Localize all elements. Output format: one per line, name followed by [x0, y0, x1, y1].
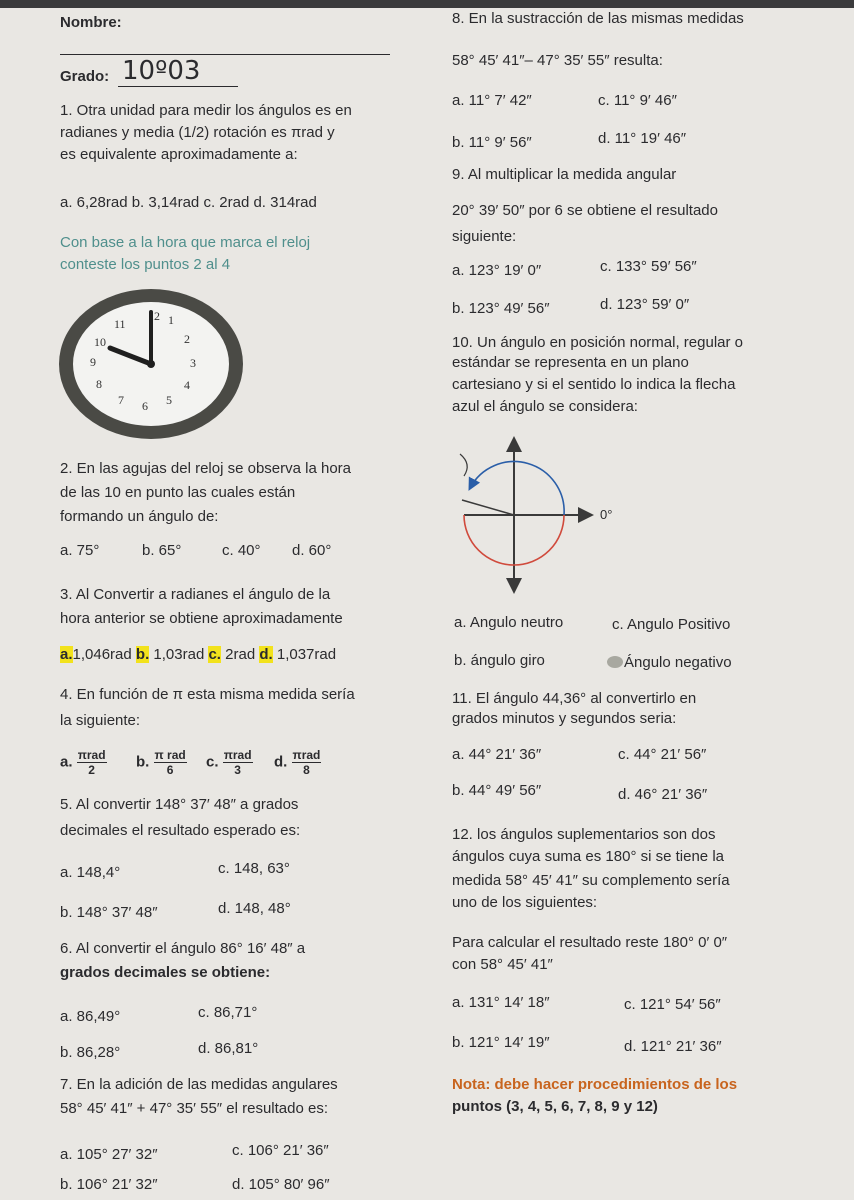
q7-option-a: a. 105° 27′ 32″	[60, 1146, 158, 1163]
q8-line-1: 8. En la sustracción de las mismas medidas	[452, 10, 744, 27]
q9-line-3: siguiente:	[452, 228, 517, 245]
q10-option-b: b. ángulo giro	[454, 652, 545, 669]
q8-option-a: a. 11° 7′ 42″	[452, 92, 532, 109]
clock-numeral: 7	[118, 393, 124, 407]
q8-option-d: d. 11° 19′ 46″	[598, 130, 687, 147]
clock-numeral: 5	[166, 393, 172, 407]
nombre-label: Nombre:	[60, 14, 122, 31]
q2-line-3: formando un ángulo de:	[60, 508, 219, 525]
q3-line-1: 3. Al Convertir a radianes el ángulo de la	[60, 586, 331, 603]
q9-option-d: d. 123° 59′ 0″	[600, 296, 690, 313]
q2-option-b: b. 65°	[142, 542, 182, 559]
q5-option-d: d. 148, 48°	[218, 900, 291, 917]
clock-numeral: 11	[114, 317, 126, 331]
q7-line-1: 7. En la adición de las medidas angulares	[60, 1076, 338, 1093]
q9-line-1: 9. Al multiplicar la medida angular	[452, 166, 677, 183]
q3-option-a: 1,046rad	[72, 646, 136, 663]
q10-option-a: a. Angulo neutro	[454, 614, 564, 631]
q5-line-1: 5. Al convertir 148° 37′ 48″ a grados	[60, 796, 299, 813]
q6-option-b: b. 86,28°	[60, 1044, 121, 1061]
q10-line-3: cartesiano y si el sentido lo indica la flecha	[452, 376, 736, 393]
q12-line-4: uno de los siguientes:	[452, 894, 598, 911]
q10-line-4: azul el ángulo se considera:	[452, 398, 638, 415]
clock-numeral: 6	[142, 399, 148, 413]
zero-degree-label: 0°	[600, 507, 613, 522]
q11-option-c: c. 44° 21′ 56″	[618, 746, 707, 763]
pen-mark	[460, 454, 467, 476]
top-edge	[0, 0, 854, 8]
q12-line-3: medida 58° 45′ 41″ su complemento sería	[452, 872, 730, 889]
q3-line-2: hora anterior se obtiene aproximadamente	[60, 610, 343, 627]
q10-option-d: Ángulo negativo	[624, 654, 732, 671]
q11-option-b: b. 44° 49′ 56″	[452, 782, 542, 799]
q3-option-a-letter: a.	[60, 646, 73, 663]
clock-numeral: 8	[96, 377, 102, 391]
q9-option-b: b. 123° 49′ 56″	[452, 300, 550, 317]
q4-line-1: 4. En función de π esta misma medida sería	[60, 686, 355, 703]
q12-option-d: d. 121° 21′ 36″	[624, 1038, 722, 1055]
terminal-side	[462, 500, 514, 515]
q6-option-a: a. 86,49°	[60, 1008, 121, 1025]
q2-line-2: de las 10 en punto las cuales están	[60, 484, 296, 501]
q2-option-a: a. 75°	[60, 542, 100, 559]
q5-option-a: a. 148,4°	[60, 864, 121, 881]
q4-option-c: c. $\frac{\text{πrad}}{3}$	[206, 748, 252, 777]
q7-option-b: b. 106° 21′ 32″	[60, 1176, 158, 1193]
q3-option-d-letter: d.	[259, 646, 273, 663]
q3-option-d: 1,037rad	[272, 646, 337, 663]
q4-option-d: d. $\frac{\text{πrad}}{8}$	[274, 748, 321, 777]
q3-option-c: 2rad	[220, 646, 260, 663]
q9-option-c: c. 133° 59′ 56″	[600, 258, 697, 275]
q7-option-c: c. 106° 21′ 36″	[232, 1142, 329, 1159]
clock-numeral: 10	[94, 335, 106, 349]
q5-line-2: decimales el resultado esperado es:	[60, 822, 301, 839]
q9-line-2: 20° 39′ 50″ por 6 se obtiene el resultado	[452, 202, 718, 219]
q3-option-b: 1,03rad	[149, 646, 209, 663]
clock-numeral: 9	[90, 355, 96, 369]
nombre-line	[60, 54, 390, 55]
q7-line-2: 58° 45′ 41″ + 47° 35′ 55″ el resultado es:	[60, 1100, 329, 1117]
q3-option-c-letter: c.	[208, 646, 221, 663]
scribble-mark	[606, 654, 624, 670]
q6-option-c: c. 86,71°	[198, 1004, 258, 1021]
q8-line-2: 58° 45′ 41″– 47° 35′ 55″ resulta:	[452, 52, 663, 69]
note-line-1: Nota: debe hacer procedimientos de los	[452, 1076, 738, 1093]
q9-option-a: a. 123° 19′ 0″	[452, 262, 542, 279]
q8-option-c: c. 11° 9′ 46″	[598, 92, 677, 109]
q12-calc-1: Para calcular el resultado reste 180° 0′ 0″	[452, 934, 728, 951]
q12-option-a: a. 131° 14′ 18″	[452, 994, 550, 1011]
grado-line	[118, 86, 238, 87]
q12-calc-2: con 58° 45′ 41″	[452, 956, 553, 973]
q2-line-1: 2. En las agujas del reloj se observa la hora	[60, 460, 352, 477]
clock-numeral: 4	[184, 378, 190, 392]
q2-option-d: d. 60°	[292, 542, 332, 559]
q12-line-2: ángulos cuya suma es 180° si se tiene la	[452, 848, 724, 865]
q11-line-2: grados minutos y segundos seria:	[452, 710, 677, 727]
q4-option-a: a. $\frac{\text{πrad}}{2}$	[60, 748, 106, 777]
clock-numeral: 3	[190, 356, 196, 370]
q2-option-c: c. 40°	[222, 542, 261, 559]
q1-options: a. 6,28rad b. 3,14rad c. 2rad d. 314rad	[60, 194, 317, 211]
q5-option-b: b. 148° 37′ 48″	[60, 904, 158, 921]
q11-line-1: 11. El ángulo 44,36° al convertirlo en	[452, 690, 697, 707]
q7-option-d: d. 105° 80′ 96″	[232, 1176, 330, 1193]
q1-line-1: 1. Otra unidad para medir los ángulos es en	[60, 102, 352, 119]
q5-option-c: c. 148, 63°	[218, 860, 290, 877]
q8-option-b: b. 11° 9′ 56″	[452, 134, 532, 151]
q4-option-b: b. $\frac{\text{π rad}}{6}$	[136, 748, 186, 777]
q3-option-b-letter: b.	[135, 646, 150, 663]
q10-option-c: c. Angulo Positivo	[612, 616, 731, 633]
q6-line-2: grados decimales se obtiene:	[60, 964, 271, 981]
clock-image	[58, 288, 244, 440]
note-line-2: puntos (3, 4, 5, 6, 7, 8, 9 y 12)	[452, 1098, 658, 1115]
q1-line-2: radianes y media (1/2) rotación es πrad y	[60, 124, 335, 141]
q3-options	[60, 646, 336, 664]
clock-intro-2: conteste los puntos 2 al 4	[60, 256, 231, 273]
clock-numeral: 12	[148, 309, 160, 323]
q11-option-d: d. 46° 21′ 36″	[618, 786, 708, 803]
q1-line-3: es equivalente aproximadamente a:	[60, 146, 298, 163]
grado-handwritten: 10º03	[122, 56, 201, 86]
q10-line-1: 10. Un ángulo en posición normal, regular o	[452, 334, 744, 351]
q4-line-2: la siguiente:	[60, 712, 141, 729]
clock-numeral: 1	[168, 313, 174, 327]
q12-option-c: c. 121° 54′ 56″	[624, 996, 721, 1013]
q6-line-1: 6. Al convertir el ángulo 86° 16′ 48″ a	[60, 940, 306, 957]
clock-intro-1: Con base a la hora que marca el reloj	[60, 234, 311, 251]
q6-option-d: d. 86,81°	[198, 1040, 259, 1057]
clock-numeral: 2	[184, 332, 190, 346]
q12-line-1: 12. los ángulos suplementarios son dos	[452, 826, 716, 843]
grado-label: Grado:	[60, 68, 110, 85]
q11-option-a: a. 44° 21′ 36″	[452, 746, 542, 763]
q10-line-2: estándar se representa en un plano	[452, 354, 689, 371]
q12-option-b: b. 121° 14′ 19″	[452, 1034, 550, 1051]
